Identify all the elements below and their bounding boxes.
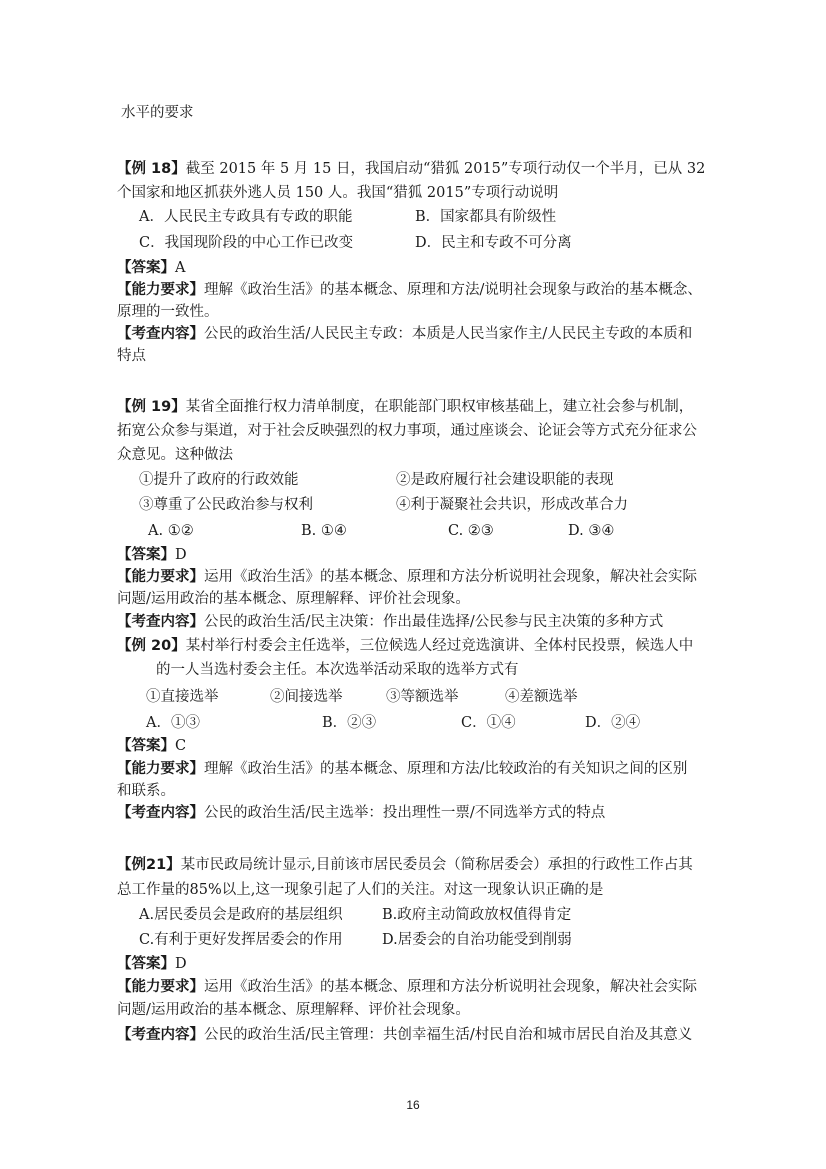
example-20-label: 【例 20】 xyxy=(117,638,186,654)
example-19-item-1: ①提升了政府的行政效能 xyxy=(139,472,299,488)
example-19-answer: 【答案】D xyxy=(117,547,187,563)
example-19-option-c: C. ②③ xyxy=(448,523,494,539)
example-19-ability-line-1: 【能力要求】运用《政治生活》的基本概念、原理和方法分析说明社会现象，解决社会实际 xyxy=(117,569,697,585)
example-21-content-line-1: 【考查内容】公民的政治生活/民主管理：共创幸福生活/村民自治和城市居民自治及其意义 xyxy=(117,1027,693,1043)
example-18-stem-line-1: 【例 18】截至 2015 年 5 月 15 日，我国启动“猎狐 2015”专项行动仅一个半月，已从 32 xyxy=(117,161,706,177)
example-18-content-line-2: 特点 xyxy=(117,348,146,364)
example-19-item-3: ③尊重了公民政治参与权利 xyxy=(139,497,313,513)
example-21-option-c: C.有利于更好发挥居委会的作用 xyxy=(139,932,343,948)
example-21-option-a: A.居民委员会是政府的基层组织 xyxy=(139,907,343,923)
example-21-ability-line-1: 【能力要求】运用《政治生活》的基本概念、原理和方法分析说明社会现象，解决社会实际 xyxy=(117,979,697,995)
example-18-label: 【例 18】 xyxy=(117,161,186,177)
example-21-answer: 【答案】D xyxy=(117,956,187,972)
example-18-option-d: D．民主和专政不可分离 xyxy=(415,235,572,251)
example-19-option-a: A. ①② xyxy=(148,523,194,539)
example-18-stem-line-2: 个国家和地区抓获外逃人员 150 人。我国“猎狐 2015”专项行动说明 xyxy=(117,185,559,201)
example-18-option-a: A．人民民主专政具有专政的职能 xyxy=(139,209,353,225)
example-18-content-line-1: 【考查内容】公民的政治生活/人民民主专政：本质是人民当家作主/人民民主专政的本质和 xyxy=(117,326,693,342)
example-21-label: 【例21】 xyxy=(117,857,181,873)
example-21-option-b: B.政府主动简政放权值得肯定 xyxy=(382,907,572,923)
example-20-ability-line-1: 【能力要求】理解《政治生活》的基本概念、原理和方法/比较政治的有关知识之间的区别 xyxy=(117,761,688,777)
example-20-ability-line-2: 和联系。 xyxy=(117,783,175,799)
example-19-item-2: ②是政府履行社会建设职能的表现 xyxy=(396,472,614,488)
example-19-stem-line-3: 众意见。这种做法 xyxy=(117,447,233,463)
example-20-content-line-1: 【考查内容】公民的政治生活/民主选举：投出理性一票/不同选举方式的特点 xyxy=(117,805,606,821)
example-20-item-2: ②间接选举 xyxy=(270,689,343,705)
example-20-stem-line-1: 【例 20】某村举行村委会主任选举，三位候选人经过竞选演讲、全体村民投票，候选人中 xyxy=(117,638,694,654)
example-18-ability-line-1: 【能力要求】理解《政治生活》的基本概念、原理和方法/说明社会现象与政治的基本概念、 xyxy=(117,282,702,298)
example-20-option-b: B．②③ xyxy=(322,715,377,731)
example-19-label: 【例 19】 xyxy=(117,399,186,415)
example-19-ability-line-2: 问题/运用政治的基本概念、原理解释、评价社会现象。 xyxy=(117,591,470,607)
example-19-option-d: D. ③④ xyxy=(568,523,615,539)
example-19-content-line-1: 【考查内容】公民的政治生活/民主决策：作出最佳选择/公民参与民主决策的多种方式 xyxy=(117,614,664,630)
example-20-item-1: ①直接选举 xyxy=(146,689,219,705)
example-18-ability-line-2: 原理的一致性。 xyxy=(117,304,219,320)
example-20-stem-line-2: 的一人当选村委会主任。本次选举活动采取的选举方式有 xyxy=(156,662,519,678)
example-21-stem-line-2: 总工作量的85%以上,这一现象引起了人们的关注。对这一现象认识正确的是 xyxy=(117,882,604,898)
example-20-option-c: C．①④ xyxy=(461,715,516,731)
example-19-item-4: ④利于凝聚社会共识，形成改革合力 xyxy=(396,497,628,513)
example-20-option-d: D．②④ xyxy=(585,715,641,731)
example-19-stem-line-2: 拓宽公众参与渠道，对于社会反映强烈的权力事项，通过座谈会、论证会等方式充分征求公 xyxy=(117,423,697,439)
example-21-stem-line-1: 【例21】某市民政局统计显示,目前该市居民委员会（简称居委会）承担的行政性工作占其 xyxy=(117,857,693,873)
example-20-item-4: ④差额选举 xyxy=(505,689,578,705)
continuation-text: 水平的要求 xyxy=(121,105,194,121)
example-21-ability-line-2: 问题/运用政治的基本概念、原理解释、评价社会现象。 xyxy=(117,1002,470,1018)
example-19-option-b: B. ①④ xyxy=(301,523,347,539)
example-20-answer: 【答案】C xyxy=(117,738,187,754)
example-18-option-c: C．我国现阶段的中心工作已改变 xyxy=(139,235,354,251)
example-18-answer: 【答案】A xyxy=(117,260,186,276)
example-20-option-a: A．①③ xyxy=(146,715,200,731)
example-20-item-3: ③等额选举 xyxy=(386,689,459,705)
example-21-option-d: D.居委会的自治功能受到削弱 xyxy=(382,932,572,948)
example-18-option-b: B．国家都具有阶级性 xyxy=(415,209,557,225)
page-number: 16 xyxy=(406,1098,420,1112)
example-19-stem-line-1: 【例 19】某省全面推行权力清单制度，在职能部门职权审核基础上，建立社会参与机制， xyxy=(117,399,694,415)
